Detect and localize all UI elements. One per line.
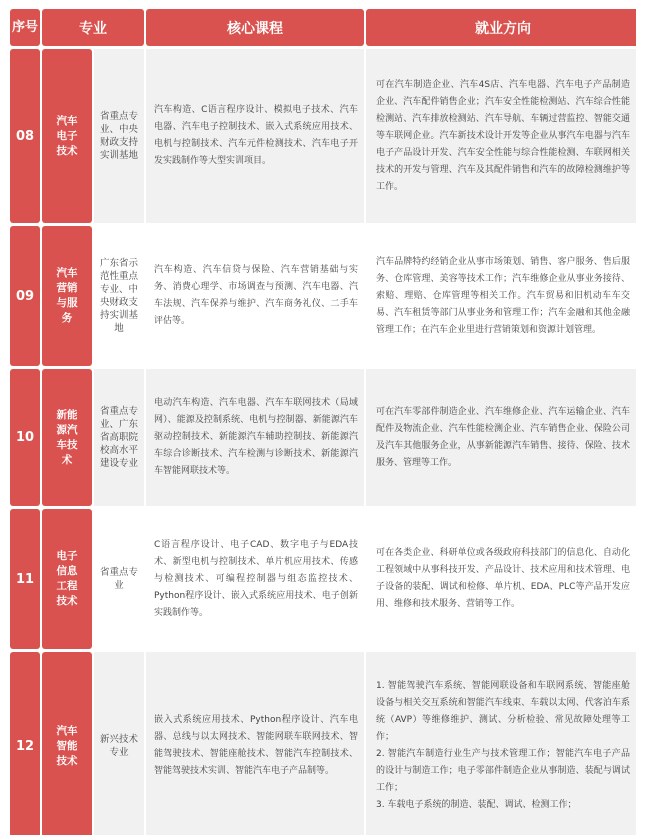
core-courses: 电动汽车构造、汽车电器、汽车车联网技术（局域网）、能源及控制系统、电机与控制器、新能源汽车驱动控制技术、新能源汽车辅助控制技、新能源汽车综合诊断技术、汽车检测与诊断技术、新能源汽车智能网联技术等。 [146,369,364,506]
table-row [10,369,636,506]
major-name: 汽车电子技术 [42,49,92,223]
header-course: 核心课程 [146,9,364,46]
row-number: 09 [10,226,40,366]
major-category: 广东省示范性重点专业、中央财政支持实训基地 [94,226,144,366]
header-seq: 序号 [10,9,40,46]
core-courses: 汽车构造、C语言程序设计、模拟电子技术、汽车电器、汽车电子控制技术、嵌入式系统应用技术、电机与控制技术、汽车元件检测技术、汽车电子开发实践制作等大型实训项目。 [146,49,364,223]
major-name: 汽车营销与服务 [42,226,92,366]
major-category: 新兴技术专业 [94,652,144,835]
row-number: 11 [10,509,40,649]
row-number: 10 [10,369,40,506]
table-header-row [10,9,636,46]
major-name: 新能源汽车技术 [42,369,92,506]
career-direction: 可在各类企业、科研单位或各级政府科技部门的信息化、自动化工程领域中从事科技开发、产品设计、技术应用和技术管理、电子设备的装配、调试和检修、单片机、EDA、PLC等产品开发应用、维修和技术服务、营销等工作。 [366,509,636,649]
table-row [10,652,636,835]
header-major: 专业 [42,9,144,46]
row-number: 12 [10,652,40,835]
major-name: 汽车智能技术 [42,652,92,835]
core-courses: 汽车构造、汽车信贷与保险、汽车营销基础与实务、消费心理学、市场调查与预测、汽车电器、汽车法规、汽车保养与维护、汽车商务礼仪、二手车评估等。 [146,226,364,366]
major-category: 省重点专业、中央财政支持实训基地 [94,49,144,223]
career-direction: 可在汽车制造企业、汽车4S店、汽车电器、汽车电子产品制造企业、汽车配件销售企业；汽车安全性能检测站、汽车综合性能检测站、汽车排放检测站、汽车导航、车辆过营监控、智能交通等车联网企业。汽车新技术设计开发等企业从事汽车电器与汽车电子产品设计开发、汽车安全性能与综合性能检测、车联网相关技术的开发与管理、汽车及其配件销售和汽车的故障检测维护等工作。 [366,49,636,223]
table-row [10,226,636,366]
career-direction: 可在汽车零部件制造企业、汽车维修企业、汽车运输企业、汽车配件及物流企业、汽车性能检测企业、汽车销售企业、保险公司及汽车其他服务企业，从事新能源汽车销售、接待、保险、技术服务、管理等工作。 [366,369,636,506]
career-item: 1. 智能驾驶汽车系统、智能网联设备和车联网系统、智能座舱设备与相关交互系统和智能汽车线束、车载以太网、代客泊车系统（AVP）等维修维护、测试、分析检验、常见故障处理等工作； [376,681,630,742]
major-category: 省重点专业、广东省高职院校高水平建设专业 [94,369,144,506]
major-table-container [8,6,636,835]
header-job: 就业方向 [366,9,636,46]
career-item: 3. 车载电子系统的制造、装配、调试、检测工作； [376,800,577,810]
major-name: 电子信息工程技术 [42,509,92,649]
major-category: 省重点专业 [94,509,144,649]
core-courses: C语言程序设计、电子CAD、数字电子与EDA技术、新型电机与控制技术、单片机应用技术、传感与检测技术、可编程控制器与组态监控技术、Python程序设计、嵌入式系统应用技术、电子创新实践制作等。 [146,509,364,649]
row-number: 08 [10,49,40,223]
core-courses: 嵌入式系统应用技术、Python程序设计、汽车电器、总线与以太网技术、智能网联车联网技术、智能驾驶技术、智能座舱技术、智能汽车控制技术、智能驾驶技术实训、智能汽车电子产品制等。 [146,652,364,835]
table-row [10,49,636,223]
career-direction: 汽车品牌特约经销企业从事市场策划、销售、客户服务、售后服务、仓库管理、美容等技术工作；汽车维修企业从事业务接待、索赔、理赔、仓库管理等相关工作。汽车贸易和旧机动车车交易、汽车租赁等部门从事业务和管理工作；汽车金融和其他金融管理工作；在汽车企业里进行营销策划和资源计划管理。 [366,226,636,366]
career-direction [366,652,636,835]
table-row [10,509,636,649]
career-item: 2. 智能汽车制造行业生产与技术管理工作；智能汽车电子产品的设计与制造工作；电子零部件制造企业从事制造、装配与调试工作； [376,749,630,793]
major-table [8,6,636,835]
